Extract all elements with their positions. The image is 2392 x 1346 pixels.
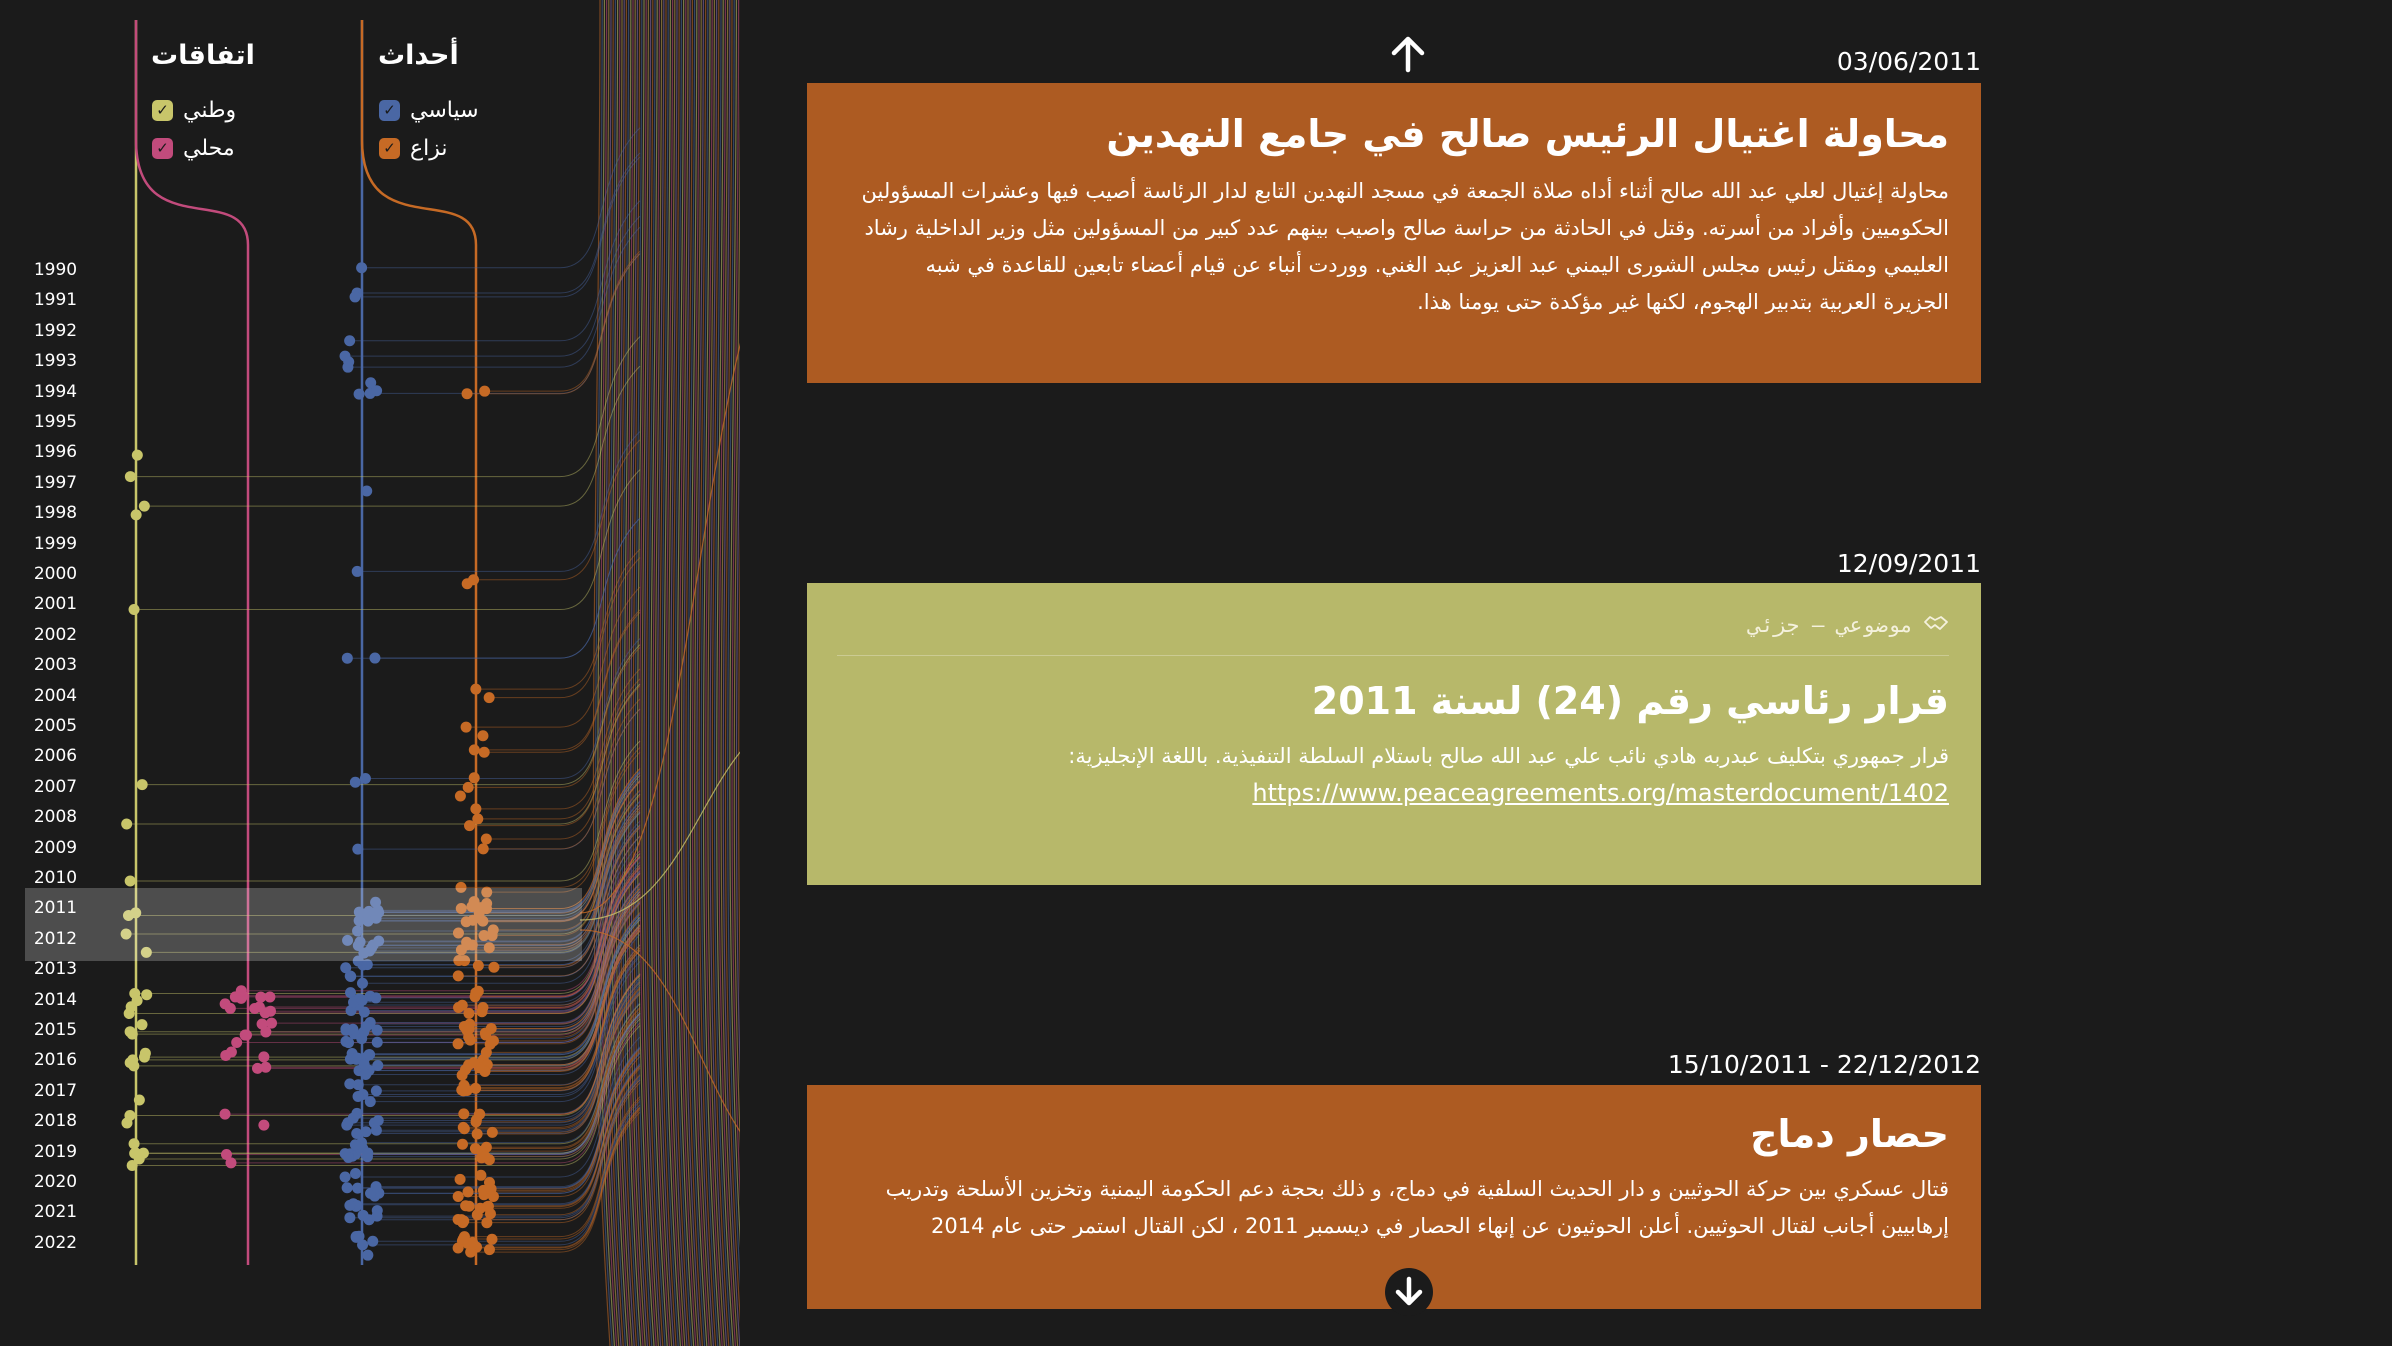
check-icon[interactable]: ✓ <box>379 138 400 159</box>
event-connector <box>345 216 640 356</box>
event-dot <box>360 773 371 784</box>
event-dot <box>458 1122 469 1133</box>
event-dot <box>361 486 372 497</box>
event-dot <box>458 1234 469 1245</box>
event-dot <box>488 962 499 973</box>
event-dot <box>220 1050 231 1061</box>
event-dot <box>352 566 363 577</box>
event-dot <box>129 604 140 615</box>
event-dot <box>484 1244 495 1255</box>
legend-local-label: محلي <box>183 135 235 161</box>
check-icon[interactable]: ✓ <box>152 138 173 159</box>
event-connector <box>225 974 640 1114</box>
event-dot <box>362 1147 373 1158</box>
year-label[interactable]: 2006 <box>33 746 78 767</box>
year-label[interactable]: 2001 <box>33 594 78 615</box>
event-date: 03/06/2011 <box>1836 47 1981 76</box>
event-dot <box>342 653 353 664</box>
event-dot <box>257 1019 268 1030</box>
year-label[interactable]: 1991 <box>33 290 78 311</box>
event-dot <box>372 1025 383 1036</box>
year-label[interactable]: 2021 <box>33 1202 78 1223</box>
event-dot <box>487 1234 498 1245</box>
event-dot <box>236 985 247 996</box>
event-dot <box>369 653 380 664</box>
event-description: محاولة إغتيال لعلي عبد الله صالح أثناء أداه صلاة الجمعة في مسجد النهدين التابع لدار الرئاسة أصيب فيها وعشرات المسؤولين الحكوميين وأفراد من أسرته. وقتل في الحادثة من حراسة صالح واصيب بينهم عدد كبير من المسؤولين مثل وزير الداخلية رشاد العليمي ومقتل رئيس مجلس الشورى اليمني عبد العزيز عبد الغني. ووردت أنباء عن قيام أعضاء تابعين للقاعدة في شبه الجزيرة العربية بتدبير الهجوم، لكنها غير مؤكدة حتى يومنا هذا. <box>861 178 1949 314</box>
year-label[interactable]: 2015 <box>33 1020 78 1040</box>
event-dot <box>129 1138 140 1149</box>
legend-toggle-local[interactable] <box>152 134 235 162</box>
event-dot <box>457 1070 468 1081</box>
event-dot <box>487 1127 498 1138</box>
event-dot <box>475 1203 486 1214</box>
event-dot <box>341 1120 352 1131</box>
event-connector <box>142 645 640 785</box>
agreement-tag-text: موضوعي – جزئي <box>1748 613 1913 637</box>
event-dot <box>479 386 490 397</box>
handshake-icon <box>1923 613 1949 637</box>
event-connector <box>231 1023 640 1163</box>
event-dot <box>132 450 143 461</box>
year-label[interactable]: 2016 <box>33 1050 78 1071</box>
event-dot <box>472 1129 483 1140</box>
event-dot <box>468 1057 479 1068</box>
selected-year-range-highlight[interactable] <box>25 888 582 961</box>
event-dot <box>137 779 148 790</box>
event-dot <box>125 471 136 482</box>
event-dot <box>462 388 473 399</box>
event-dot <box>128 1060 139 1071</box>
event-dot <box>343 356 354 367</box>
event-dot <box>480 1151 491 1162</box>
event-dot <box>241 1030 252 1041</box>
event-dot <box>370 992 381 1003</box>
legend-national-label: وطني <box>183 97 237 123</box>
event-dot <box>220 998 231 1009</box>
event-dot <box>481 834 492 845</box>
event-dot <box>465 1035 476 1046</box>
event-dot <box>371 1085 382 1096</box>
year-label[interactable]: 2002 <box>33 624 78 645</box>
event-dot <box>352 1183 363 1194</box>
event-dot <box>354 389 365 400</box>
event-dot <box>472 813 483 824</box>
event-dot <box>453 1002 464 1013</box>
event-dot <box>486 1183 497 1194</box>
event-dot <box>456 1084 467 1095</box>
year-label[interactable]: 2019 <box>33 1141 78 1162</box>
event-dot <box>463 1186 474 1197</box>
year-label[interactable]: 1995 <box>33 412 78 432</box>
legend-toggle-political[interactable] <box>379 96 479 124</box>
year-label[interactable]: 2004 <box>33 685 78 706</box>
event-description: قتال عسكري بين حركة الحوثيين و دار الحديث السلفية في دماج، و ذلك بحجة دعم الحكومة اليمنية وتخزين الأسلحة وتدريب إرهابيين أجانب لقتال الحوثيين. أعلن الحوثيون عن إنهاء الحصار في ديسمبر 2011 ، لكن القتال استمر حتى عام 2014 <box>885 1176 1949 1238</box>
timeline-visualization[interactable] <box>0 0 740 1346</box>
event-dot <box>471 1116 482 1127</box>
event-connector <box>139 1019 640 1159</box>
event-dot <box>478 843 489 854</box>
event-dot <box>126 1001 137 1012</box>
event-dot <box>139 501 150 512</box>
category-rail <box>136 20 248 1265</box>
event-dot <box>372 1211 383 1222</box>
event-dot <box>347 1024 358 1035</box>
event-dot <box>476 1006 487 1017</box>
event-dot <box>121 818 132 829</box>
event-dot <box>254 1002 265 1013</box>
event-dot <box>469 772 480 783</box>
year-label[interactable]: 1993 <box>33 351 78 372</box>
event-dot <box>125 875 136 886</box>
event-dot <box>129 1148 140 1159</box>
event-dot <box>258 1120 269 1131</box>
event-dot <box>264 992 275 1003</box>
event-dot <box>127 1029 138 1040</box>
event-dot <box>453 1191 464 1202</box>
year-label[interactable]: 1997 <box>33 472 78 493</box>
event-dot <box>464 1023 475 1034</box>
event-dot <box>367 1236 378 1247</box>
event-dot <box>344 1200 355 1211</box>
event-dot <box>360 1126 371 1137</box>
event-dot <box>350 1168 361 1179</box>
event-dot <box>141 989 152 1000</box>
event-dot <box>139 1052 150 1063</box>
event-dot <box>453 970 464 981</box>
event-dot <box>473 960 484 971</box>
year-label[interactable]: 2018 <box>33 1111 78 1132</box>
event-dot <box>134 1095 145 1106</box>
legend-conflict-label: نزاع <box>410 135 448 161</box>
check-icon[interactable]: ✓ <box>152 100 173 121</box>
year-label[interactable]: 2013 <box>33 959 78 980</box>
event-dot <box>372 1037 383 1048</box>
year-label[interactable]: 2008 <box>33 807 78 828</box>
check-icon[interactable]: ✓ <box>379 100 400 121</box>
event-connector <box>357 153 640 293</box>
event-title: محاولة اغتيال الرئيس صالح في جامع النهدين <box>1106 112 1949 156</box>
event-dot <box>356 262 367 273</box>
event-date: 15/10/2011 - 22/12/2012 <box>1667 1050 1981 1079</box>
event-connector <box>134 470 640 610</box>
year-label[interactable]: 2007 <box>33 776 78 797</box>
event-dot <box>457 1139 468 1150</box>
event-dot <box>340 962 351 973</box>
event-dot <box>453 1038 464 1049</box>
event-title: حصار دماج <box>1750 1112 1949 1156</box>
event-dot <box>121 1118 132 1129</box>
event-connector <box>132 1026 640 1166</box>
event-connector <box>476 549 640 689</box>
event-dot <box>455 1174 466 1185</box>
year-label[interactable]: 2010 <box>33 868 78 888</box>
event-dot <box>340 1172 351 1183</box>
event-dot <box>371 1181 382 1192</box>
event-dot <box>455 790 466 801</box>
agreement-document-link[interactable]: https://www.peaceagreements.org/masterdocument/1402 <box>1252 778 1949 807</box>
event-dot <box>475 1170 486 1181</box>
legend-toggle-conflict[interactable] <box>379 134 448 162</box>
year-label[interactable]: 2000 <box>33 564 78 584</box>
event-connector <box>470 686 640 826</box>
event-date: 12/09/2011 <box>1836 549 1981 578</box>
event-dot <box>353 1091 364 1102</box>
event-dot <box>463 1008 474 1019</box>
year-label[interactable]: 1999 <box>33 533 78 554</box>
year-label[interactable]: 2020 <box>33 1172 78 1192</box>
event-dot <box>345 987 356 998</box>
event-dot <box>488 1035 499 1046</box>
event-dot <box>260 1062 271 1073</box>
year-label[interactable]: 1996 <box>33 442 78 463</box>
event-dot <box>479 747 490 758</box>
event-dot <box>361 1021 372 1032</box>
event-title: قرار رئاسي رقم (24) لسنة 2011 <box>1311 679 1949 723</box>
event-dot <box>350 291 361 302</box>
event-dot <box>344 1212 355 1223</box>
arrow-down-icon[interactable] <box>1385 1268 1433 1316</box>
event-dot <box>357 995 368 1006</box>
event-dot <box>470 803 481 814</box>
year-label[interactable]: 2011 <box>33 898 78 919</box>
event-dot <box>137 1019 148 1030</box>
event-dot <box>340 1036 351 1047</box>
year-label[interactable]: 2017 <box>33 1080 78 1101</box>
event-dot <box>360 1069 371 1080</box>
event-dot <box>481 1047 492 1058</box>
event-card-conflict[interactable] <box>807 83 1981 383</box>
event-dot <box>342 1182 353 1193</box>
year-label[interactable]: 1992 <box>33 320 78 341</box>
event-dot <box>127 1160 138 1171</box>
event-dot <box>220 1109 231 1120</box>
event-dot <box>362 1250 373 1261</box>
event-dot <box>463 782 474 793</box>
event-dot <box>231 1037 242 1048</box>
event-dot <box>258 1051 269 1062</box>
event-dot <box>473 986 484 997</box>
event-dot <box>350 1139 361 1150</box>
legend-events-title: أحداث <box>378 40 459 71</box>
event-dot <box>344 335 355 346</box>
year-label[interactable]: 1990 <box>33 260 78 280</box>
year-label[interactable]: 1998 <box>33 503 78 524</box>
event-dot <box>356 1033 367 1044</box>
event-dot <box>373 1115 384 1126</box>
event-connector <box>350 201 640 341</box>
year-label[interactable]: 2005 <box>33 716 78 736</box>
event-dot <box>359 1007 370 1018</box>
event-dot <box>351 1108 362 1119</box>
legend-agreements-title: اتفاقات <box>151 40 255 71</box>
event-connector <box>130 741 640 881</box>
event-dot <box>458 1108 469 1119</box>
event-card-agreement[interactable] <box>807 583 1981 885</box>
event-dot <box>468 574 479 585</box>
arrow-up-icon[interactable] <box>1388 34 1428 74</box>
event-dot <box>131 509 142 520</box>
event-dot <box>350 777 361 788</box>
event-dot <box>221 1149 232 1160</box>
event-dot <box>485 1208 496 1219</box>
year-label[interactable]: 2003 <box>33 655 78 676</box>
year-label[interactable]: 2022 <box>33 1232 78 1253</box>
event-dot <box>364 1049 375 1060</box>
event-description: قرار جمهوري بتكليف عبدربه هادي نائب علي عبد الله صالح باستلام السلطة التنفيذية. باللغة الإنجليزية: <box>1068 743 1949 768</box>
event-dot <box>486 1023 497 1034</box>
year-label[interactable]: 1994 <box>33 381 78 402</box>
legend-toggle-national[interactable] <box>152 96 236 124</box>
event-dot <box>358 1210 369 1221</box>
agreement-tag <box>837 613 1949 656</box>
event-dot <box>352 844 363 855</box>
year-label[interactable]: 2009 <box>33 837 78 858</box>
event-dot <box>477 730 488 741</box>
event-connector <box>144 366 640 506</box>
event-dot <box>470 1083 481 1094</box>
event-dot <box>359 1059 370 1070</box>
legend-political-label: سياسي <box>410 97 479 123</box>
event-dot <box>344 1078 355 1089</box>
event-connector <box>127 684 640 824</box>
event-dot <box>357 978 368 989</box>
event-dot <box>357 1239 368 1250</box>
event-dot <box>469 744 480 755</box>
event-dot <box>464 1201 475 1212</box>
event-dot <box>484 692 495 703</box>
year-label[interactable]: 2012 <box>33 928 78 949</box>
event-connector <box>130 337 640 477</box>
event-dot <box>461 722 472 733</box>
event-dot <box>470 684 481 695</box>
year-label[interactable]: 2014 <box>33 989 78 1010</box>
event-dot <box>371 385 382 396</box>
event-dot <box>343 1152 354 1163</box>
event-dot <box>453 1214 464 1225</box>
